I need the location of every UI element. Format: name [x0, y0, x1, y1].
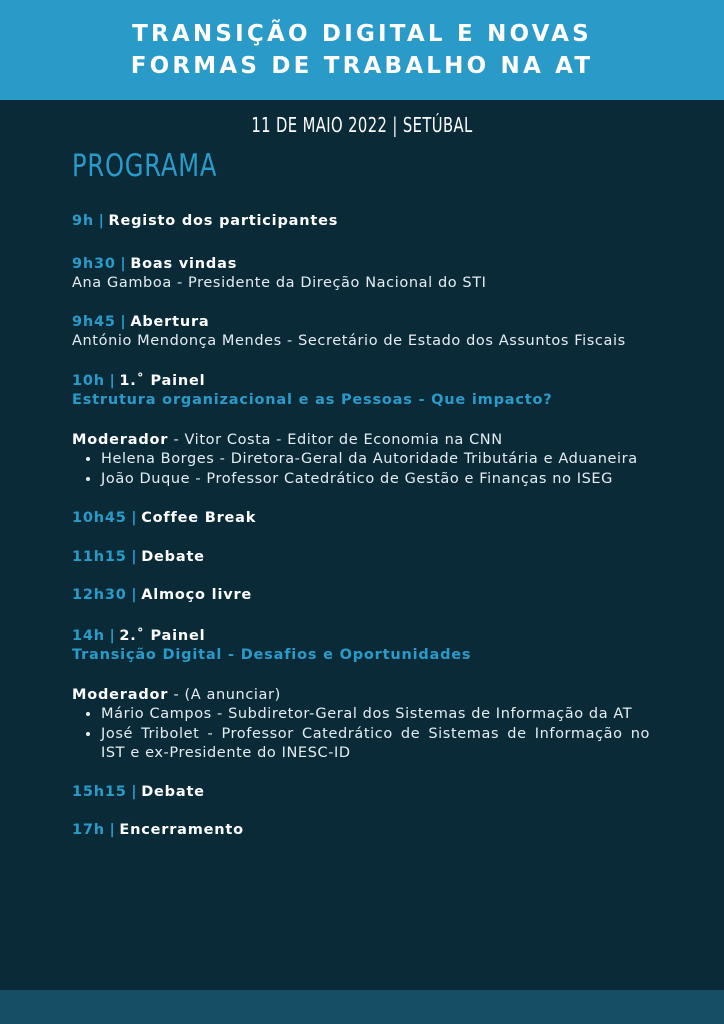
agenda-item-coffee-break	[72, 509, 650, 529]
panelist: • Helena Borges - Diretora-Geral da Autoridade Tributária e Aduaneira	[101, 450, 650, 470]
agenda-desc: Ana Gamboa - Presidente da Direção Nacional do STI	[72, 275, 487, 291]
moderator-label: Moderador	[72, 686, 169, 703]
agenda-time: 17h	[72, 822, 105, 838]
agenda-time: 9h30	[72, 255, 116, 272]
agenda-item-painel-1	[72, 372, 650, 411]
agenda-separator: |	[131, 510, 137, 526]
moderator-name: - (A anunciar)	[168, 686, 281, 703]
agenda-item-boas-vindas	[72, 255, 650, 294]
agenda-separator: |	[120, 255, 126, 272]
agenda-desc: António Mendonça Mendes - Secretário de Estado dos Assuntos Fiscais	[72, 333, 626, 349]
agenda-item-debate-1	[72, 548, 650, 568]
agenda-item-almoco	[72, 586, 650, 606]
moderator-label: Moderador	[72, 431, 169, 448]
agenda	[72, 212, 650, 841]
agenda-title: Debate	[141, 783, 205, 800]
agenda-item-encerramento	[72, 821, 650, 841]
agenda-separator: |	[131, 548, 137, 565]
agenda-item-abertura	[72, 313, 650, 352]
header-banner	[0, 0, 724, 100]
panelist: • Mário Campos - Subdiretor-Geral dos Sistemas de Informação da AT	[101, 705, 650, 725]
agenda-item-registo	[72, 212, 650, 232]
event-title-line-1: TRANSIÇÃO DIGITAL E NOVAS	[132, 21, 592, 47]
agenda-time: 10h45	[72, 510, 127, 526]
panel-1-moderation	[72, 431, 650, 490]
agenda-separator: |	[109, 372, 115, 389]
moderator-line	[72, 686, 650, 706]
agenda-title: Debate	[141, 548, 205, 565]
agenda-time: 9h45	[72, 313, 116, 330]
agenda-title: Almoço livre	[141, 587, 253, 603]
panelist: • João Duque - Professor Catedrático de Gestão e Finanças no ISEG	[101, 470, 650, 490]
agenda-time: 15h15	[72, 783, 127, 800]
agenda-title: 1.˚ Painel	[119, 372, 206, 389]
panelist-list	[72, 450, 650, 489]
moderator-line	[72, 431, 650, 451]
event-date-location: 11 DE MAIO 2022 | SETÚBAL	[251, 113, 473, 137]
panelist-list	[72, 705, 650, 764]
agenda-title: Coffee Break	[141, 510, 257, 526]
agenda-title: Boas vindas	[130, 255, 238, 272]
panel-subtitle: Transição Digital - Desafios e Oportunidades	[72, 647, 472, 663]
agenda-item-painel-2	[72, 627, 650, 666]
agenda-time: 14h	[72, 627, 105, 644]
panelist: • José Tribolet - Professor Catedrático de Sistemas de Informação no IST e ex-Presidente do INESC-ID	[101, 725, 650, 764]
agenda-time: 12h30	[72, 587, 127, 603]
agenda-separator: |	[109, 822, 115, 838]
agenda-separator: |	[120, 313, 126, 330]
agenda-title: Registo dos participantes	[108, 213, 339, 229]
agenda-item-debate-2	[72, 783, 650, 803]
agenda-separator: |	[98, 213, 104, 229]
agenda-title: 2.˚ Painel	[119, 627, 206, 644]
agenda-title: Encerramento	[119, 822, 244, 838]
panel-2-moderation	[72, 686, 650, 764]
agenda-title: Abertura	[130, 313, 210, 330]
agenda-separator: |	[131, 783, 137, 800]
agenda-separator: |	[131, 587, 137, 603]
panel-subtitle: Estrutura organizacional e as Pessoas - Que impacto?	[72, 392, 553, 408]
agenda-time: 10h	[72, 372, 105, 389]
event-title-line-2: FORMAS DE TRABALHO NA AT	[130, 53, 594, 79]
programa-heading: PROGRAMA	[72, 148, 218, 184]
agenda-time: 11h15	[72, 548, 127, 565]
moderator-name: - Vitor Costa - Editor de Economia na CNN	[168, 431, 503, 448]
agenda-separator: |	[109, 627, 115, 644]
agenda-time: 9h	[72, 213, 95, 229]
footer-band	[0, 990, 724, 1024]
